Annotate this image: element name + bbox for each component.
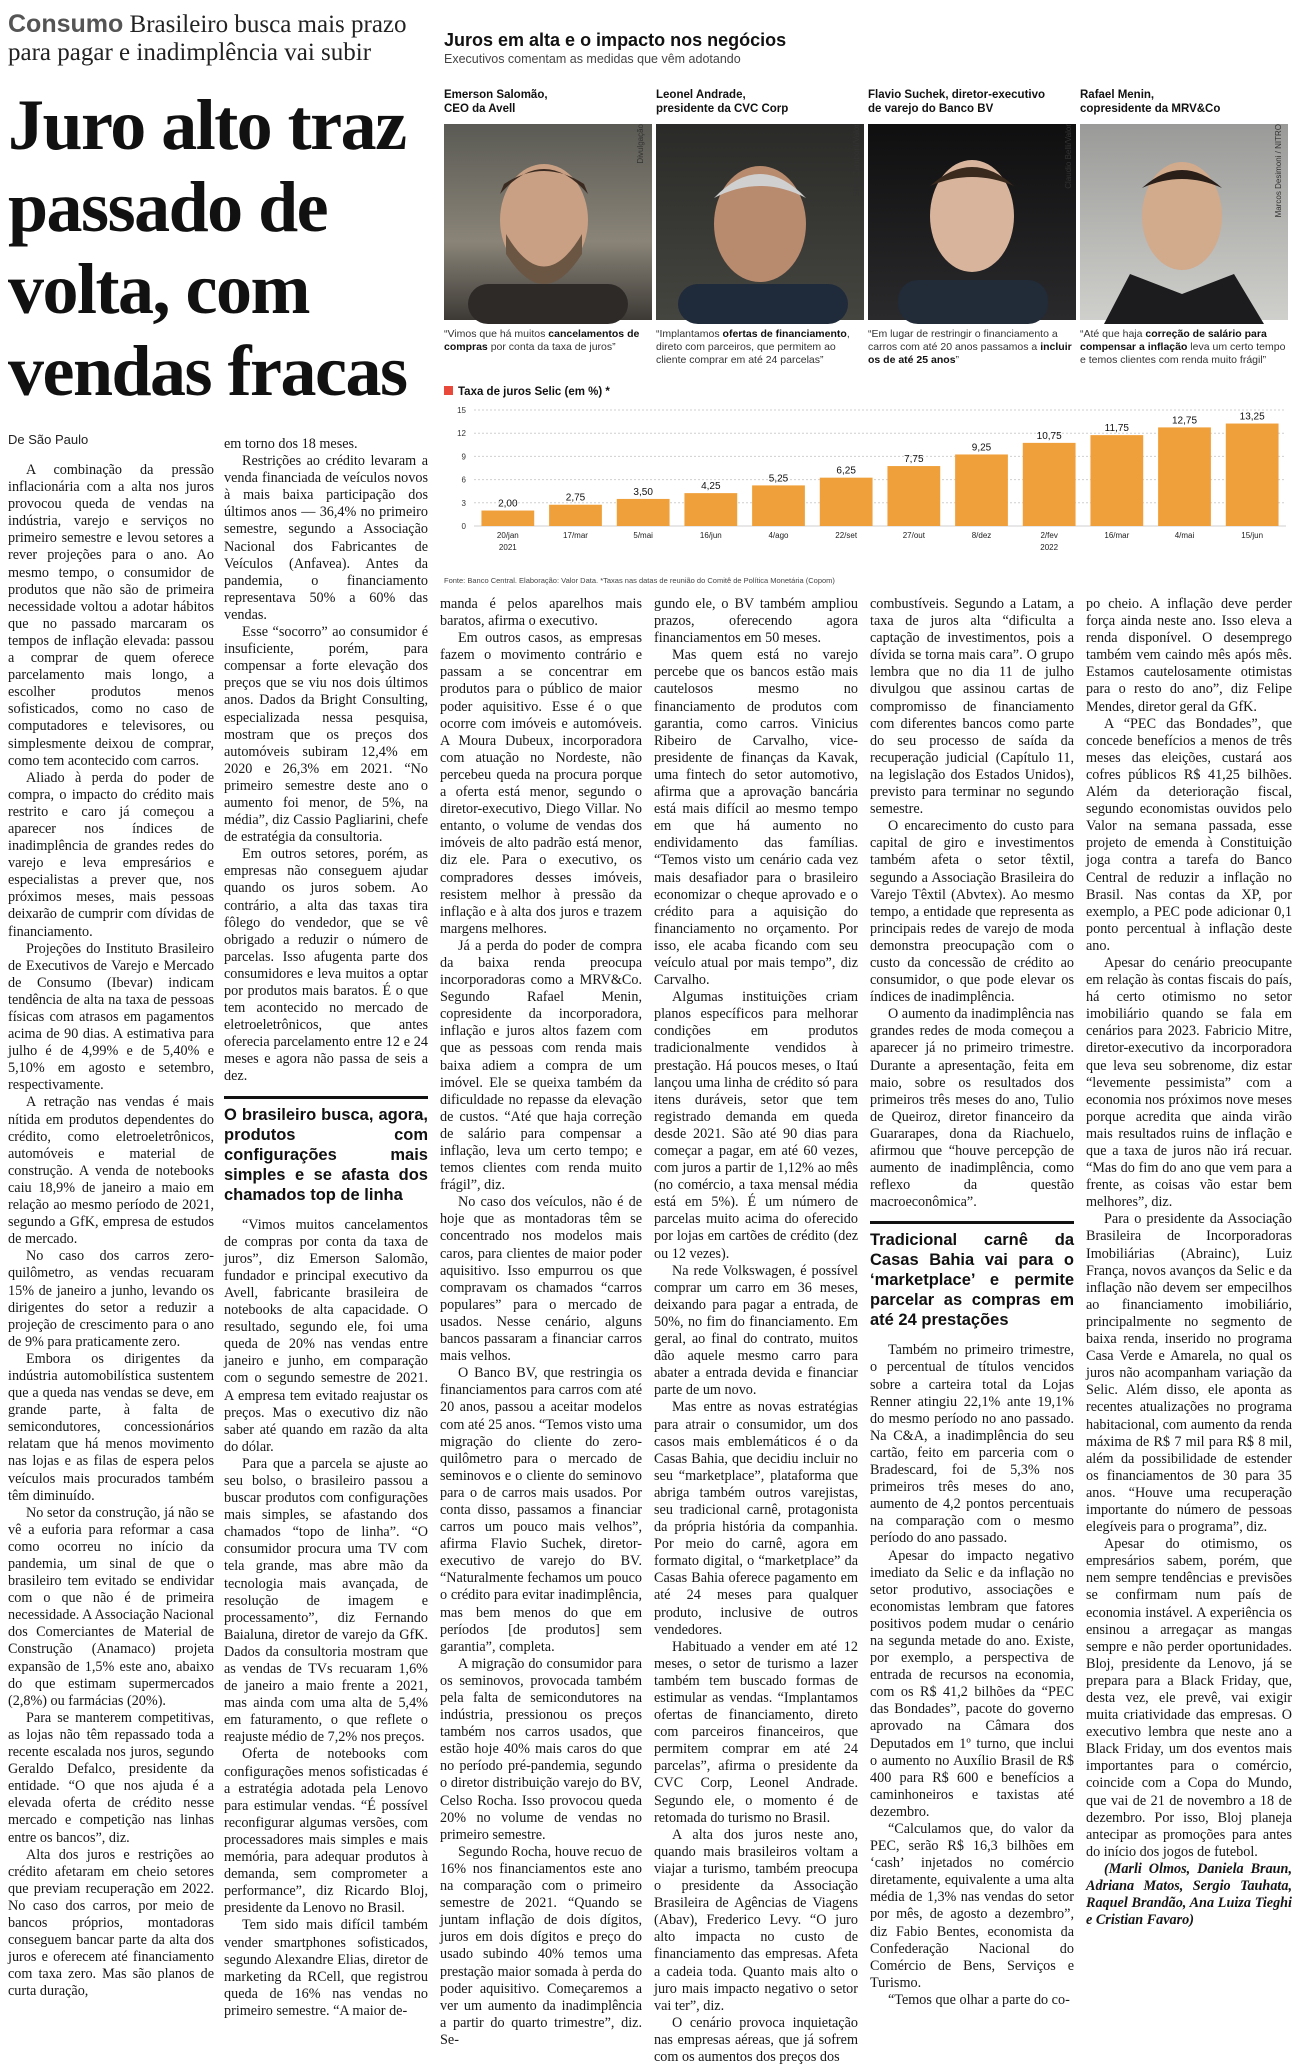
chart-bar xyxy=(1158,427,1211,526)
x-tick-label: 5/mai xyxy=(633,531,653,540)
chart-bar xyxy=(549,505,602,526)
author-credit: (Marli Olmos, Daniela Braun, Adriana Matos, Sergio Tauhata, Raquel Brandão, Ana Luiza Tieghi e Cristian Favaro) xyxy=(1086,1860,1292,1929)
chart-title: Taxa de juros Selic (em %) * xyxy=(444,386,610,398)
executive-photo xyxy=(444,124,652,320)
paragraph: “Vimos muitos cancelamentos de compras por conta da taxa de juros”, diz Emerson Salomão, fundador e principal executivo da Avell, fabricante brasileira de notebooks de alta capacidade. O resultado, segundo ele, foi uma queda de 20% nas vendas entre janeiro e junho, em comparação com o segundo semestre de 2021. A empresa tem evitado reajustar os preços. Mas o executivo diz não saber até quando em razão da alta do dólar. xyxy=(224,1216,428,1455)
y-tick-label: 3 xyxy=(461,498,466,508)
column-5 xyxy=(870,596,1074,2008)
subheading: O brasileiro busca, agora, produtos com configurações mais simples e se afasta dos chamados top de linha xyxy=(224,1096,428,1205)
box-title: Juros em alta e o impacto nos negócios xyxy=(444,30,787,50)
bar-value-label: 13,25 xyxy=(1239,411,1265,423)
bar-value-label: 6,25 xyxy=(836,465,856,477)
paragraph: “Calculamos que, do valor da PEC, serão R$ 16,3 bilhões em ‘cash’ injetados no comércio diretamente, equivalente a uma alta média de 1,3% nas vendas do setor por mês, de agosto a dezembro”, diz Fabio Bentes, economista da Confederação Nacional do Comércio de Bens, Serviços e Turismo. xyxy=(870,1821,1074,1991)
paragraph: Também no primeiro trimestre, o percentual de títulos vencidos sobre a carteira total da Lojas Renner atingiu 22,1% ante 19,1% do mesmo período no ano passado. Na C&A, a inadimplência do seu cartão, feito em parceria com o Bradescard, foi de 5,3% nos primeiros três meses do ano, aumento de 4,2 pontos percentuais na comparação com o mesmo período do ano passado. xyxy=(870,1342,1074,1547)
chart-bar xyxy=(1226,424,1279,526)
y-tick-label: 15 xyxy=(457,406,466,415)
x-tick-label: 16/mar xyxy=(1104,531,1130,540)
paragraph: Esse “socorro” ao consumidor é insuficiente, porém, para compensar a forte elevação dos preços que se viu nos dois últimos anos. Dados da Bright Consulting, especializada nessa pesquisa, mostram que os preços dos automóveis subiram 12,4% em 2020 e 26,3% em 2021. “No primeiro semestre deste ano o aumento foi menor, de 5%, na média”, diz Cassio Pagliarini, chefe de estratégia da consultoria. xyxy=(224,624,428,846)
executive-quote: “Implantamos ofertas de financiamento, direto com parceiros, que permitem ao cliente comprar em até 24 parcelas” xyxy=(656,328,850,366)
photo-credit: Silvia Zamboni/Valor xyxy=(852,124,861,197)
paragraph: O aumento da inadimplência nas grandes redes de moda começou a aparecer já no primeiro trimestre. Durante a apresentação, feita em maio, sobre os resultados dos primeiros três meses do ano, Tulio de Queiroz, diretor financeiro da Guararapes, dona da Riachuelo, afirmou que “houve percepção de aumento de inadimplência, como reflexo da questão macroeconômica”. xyxy=(870,1006,1074,1211)
column-2 xyxy=(224,436,428,2019)
paragraph: Embora os dirigentes da indústria automobilística sustentem que a queda nas vendas se deve, em grande parte, à falta de semicondutores, concessionários relatam que há menos movimento nas lojas e as filas de espera pelos veículos mais procurados também têm diminuído. xyxy=(8,1350,214,1504)
paragraph: gundo ele, o BV também ampliou prazos, oferecendo agora financiamentos em 50 meses. xyxy=(654,596,858,647)
executive-name: Flavio Suchek, diretor-executivo de varejo do Banco BV xyxy=(868,89,1046,115)
year-label: 2022 xyxy=(1040,543,1059,552)
portrait-icon xyxy=(868,124,1076,320)
executive-name: Rafael Menin, copresidente da MRV&Co xyxy=(1080,89,1221,115)
executive-photo xyxy=(1080,124,1288,320)
paragraph: Alta dos juros e restrições ao crédito afetaram em cheio setores que previam recuperação em 2022. No caso dos carros, por meio de bancos próprios, montadoras conseguem bancar parte da alta dos juros e oferecem até financiamento com taxa zero. Mas são planos de curta duração, xyxy=(8,1846,214,2000)
photo-credit: Marcos Desimoni / NITRO xyxy=(1274,124,1283,218)
bar-value-label: 5,25 xyxy=(768,473,789,485)
executive-card xyxy=(1080,88,1288,367)
section-label: Consumo xyxy=(8,10,124,38)
photo-credit: Divulgação xyxy=(636,124,645,164)
paragraph: Para o presidente da Associação Brasileira de Incorporadoras Imobiliárias (Abrainc), Luiz França, novos avanços da Selic e da inflação não devem ser empecilhos ao financiamento imobiliário, principalmente no segmento de baixa renda, inserido no programa Casa Verde e Amarela, no qual os juros não acompanham variação da Selic. Além disso, ele aponta as recentes atualizações no programa habitacional, com aumento da renda máxima de R$ 7 mil para R$ 8 mil, além da possibilidade de estender os financiamentos de 30 para 35 anos. “Houve uma recuperação importante do número de pessoas elegíveis para o programa”, diz. xyxy=(1086,1211,1292,1536)
bar-value-label: 7,75 xyxy=(904,454,924,466)
portrait-icon xyxy=(1080,124,1288,320)
bar-value-label: 3,50 xyxy=(633,486,653,498)
executive-name: Emerson Salomão, CEO da Avell xyxy=(444,89,548,115)
paragraph: No caso dos carros zero-quilômetro, as vendas recuaram 15% de janeiro a junho, levando os dirigentes do setor a reduzir a projeção de crescimento para o ano de 9% para praticamente zero. xyxy=(8,1248,214,1350)
bar-value-label: 2,75 xyxy=(565,492,586,504)
executive-quote: “Em lugar de restringir o financiamento a carros com até 20 anos passamos a incluir os de até 25 anos” xyxy=(868,328,1072,366)
x-tick-label: 17/mar xyxy=(563,531,588,540)
photo-credit: Claudio Belli/Valor xyxy=(1064,124,1073,189)
chart-bar xyxy=(481,511,534,526)
selic-chart xyxy=(444,402,1292,574)
paragraph: Tem sido mais difícil também vender smartphones sofisticados, segundo Alexandre Elias, diretor de marketing da RCell, que registrou queda de 16% nas vendas no primeiro semestre. “A maior de- xyxy=(224,1917,428,2019)
paragraph: Segundo Rocha, houve recuo de 16% nos financiamentos este ano na comparação com o primeiro semestre de 2021. “Quando se juntam inflação de dois dígitos, juros em dois dígitos e preço do usado subindo 40% temos uma prestação maior somada à perda do poder aquisitivo. Começaremos a ver um aumento da inadimplência a partir do quarto trimestre”, diz. Se- xyxy=(440,1843,642,2048)
paragraph: Apesar do cenário preocupante em relação às contas fiscais do país, há certo otimismo no setor imobiliário quando se fala em cenários para 2023. Fabricio Mitre, diretor-executivo da incorporadora que leva seu sobrenome, diz estar “levemente pessimista” com a economia nos próximos nove meses porque acredita que ainda virão mais resultados ruins de inflação e que a taxa de juros não irá recuar. “Mas do fim do ano que vem para a frente, as coisas vão estar bem melhores”, diz. xyxy=(1086,954,1292,1211)
kicker-text: Brasileiro busca mais prazo para pagar e inadimplência vai subir xyxy=(8,11,407,66)
chart-source: Fonte: Banco Central. Elaboração: Valor Data. *Taxas nas datas de reunião do Comitê de Política Monetária (Copom) xyxy=(444,576,835,585)
chart-bar xyxy=(1023,443,1076,526)
executive-card xyxy=(656,88,864,367)
paragraph: A combinação da pressão inflacionária com a alta nos juros provocou queda de vendas na indústria, varejo e serviços no primeiro semestre e levou setores a rever projeções para o ano. Ao mesmo tempo, o consumidor de produtos que não são de primeira necessidade voltou a adotar hábitos que no passado marcaram os tempos de inflação elevada: passou a comprar de quem oferece parcelamento mais longo, a escolher produtos menos sofisticados, como no caso de computadores e televisores, ou simplesmente deixou de comprar, como tem acontecido com carros. xyxy=(8,462,214,769)
x-tick-label: 4/mai xyxy=(1174,531,1195,540)
y-tick-label: 0 xyxy=(461,522,466,531)
y-tick-label: 6 xyxy=(461,475,466,485)
x-tick-label: 2/fev xyxy=(1040,531,1058,540)
x-tick-label: 8/dez xyxy=(971,531,992,540)
y-tick-label: 12 xyxy=(457,429,466,439)
paragraph: Para que a parcela se ajuste ao seu bolso, o brasileiro passou a buscar produtos com configurações mais simples, se afastando dos chamados “topo de linha”. “O consumidor procura uma TV com tela grande, mas abre mão da tecnologia mais avançada, de resolução de imagem e processamento”, diz Fernando Baialuna, diretor de varejo da GfK. Dados da consultoria mostram que as vendas de TVs recuaram 1,6% de janeiro a maio frente a 2021, mas ainda com uma alta de 5,4% em faturamento, o que reflete o reajuste médio de 7,2% nos preços. xyxy=(224,1455,428,1746)
portrait-icon xyxy=(656,124,864,320)
bar-value-label: 11,75 xyxy=(1104,423,1129,435)
paragraph: Em outros setores, porém, as empresas não conseguem ajudar quando os juros sobem. Ao contrário, a alta das taxas tira fôlego do vendedor, que se vê obrigado a reduzir o número de parcelas. Isso afugenta parte dos consumidores e leva muitos a optar por produtos mais baratos. É o que tem acontecido no mercado de eletroeletrônicos, que antes oferecia parcelamento entre 12 e 24 meses e agora não passa de seis a dez. xyxy=(224,846,428,1085)
x-tick-label: 27/out xyxy=(902,531,925,540)
paragraph: Oferta de notebooks com configurações menos sofisticadas é a estratégia adotada pela Lenovo para estimular vendas. “É possível reconfigurar algumas versões, com processadores mais simples e mais memória, para adequar produtos à demanda, sem comprometer a performance”, diz Ricardo Bloj, presidente da Lenovo no Brasil. xyxy=(224,1746,428,1917)
portrait-icon xyxy=(444,124,652,320)
bar-value-label: 10,75 xyxy=(1036,430,1062,442)
paragraph: Habituado a vender em até 12 meses, o setor de turismo a lazer também tem buscado formas de estimular as vendas. “Implantamos ofertas de financiamento, direto com parceiros financeiros, que permitem comprar em até 24 parcelas”, afirma o presidente da CVC Corp, Leonel Andrade. Segundo ele, o momento é de retomada do turismo no Brasil. xyxy=(654,1638,858,1826)
bar-value-label: 4,25 xyxy=(701,481,721,493)
column-6 xyxy=(1086,596,1292,1972)
column-1 xyxy=(8,462,214,2000)
x-tick-label: 4/ago xyxy=(768,531,789,540)
executive-photo xyxy=(868,124,1076,320)
x-tick-label: 22/set xyxy=(835,531,858,540)
chart-bar xyxy=(887,466,940,526)
paragraph: “Temos que olhar a parte do co- xyxy=(888,1991,1070,2008)
paragraph: O encarecimento do custo para capital de giro e investimentos também afeta o setor têxtil, segundo a Associação Brasileira do Varejo Têxtil (Abvtex). Ao mesmo tempo, a entidade que representa as principais redes de varejo de moda demonstra preocupação com o custo da concessão de crédito ao consumidor, o que pode elevar os índices de inadimplência. xyxy=(870,818,1074,1006)
paragraph: O Banco BV, que restringia os financiamentos para carros com até 20 anos, passou a aceitar modelos com até 25 anos. “Temos visto uma migração do cliente do zero-quilômetro para o mercado de seminovos e o cliente do seminovo para o de carros mais usados. Por conta disso, passamos a financiar carros um pouco mais velhos”, afirma Flavio Suchek, diretor-executivo de varejo do BV. “Naturalmente fechamos um pouco o crédito para evitar inadimplência, mas bem menos do que em períodos [de produtos] sem garantia”, completa. xyxy=(440,1365,642,1655)
chart-bar xyxy=(955,454,1008,526)
chart-bar xyxy=(820,478,873,526)
executive-card xyxy=(444,88,652,354)
paragraph: po cheio. A inflação deve perder força ainda neste ano. Isso eleva a renda disponível. O desemprego também vem caindo mês após mês. Estamos cautelosamente otimistas para o resto do ano”, diz Felipe Mendes, diretor geral da GfK. xyxy=(1086,596,1292,715)
paragraph: combustíveis. Segundo a Latam, a taxa de juros alta “dificulta a captação de investimentos, pois a dívida se torna mais cara”. O grupo lembra que no dia 11 de julho divulgou que assinou cartas de compromisso de financiamento com diferentes bancos como parte do seu processo de saída da recuperação judicial (Capítulo 11, na legislação dos Estados Unidos), previsto para terminar no segundo semestre. xyxy=(870,596,1074,818)
paragraph: Na rede Volkswagen, é possível comprar um carro em 36 meses, deixando para pagar a entrada, de 50%, no fim do financiamento. Em geral, ao final do contrato, muitos dão aquele mesmo carro para abater a entrada devida e financiar parte de um novo. xyxy=(654,1262,858,1399)
paragraph: No caso dos veículos, não é de hoje que as montadoras têm se concentrado nos modelos mais caros, para clientes de maior poder aquisitivo. Isso empurrou os que compravam os chamados “carros populares” para o mercado de usados. Nesse cenário, alguns bancos passaram a financiar carros mais velhos. xyxy=(440,1194,642,1365)
paragraph: Projeções do Instituto Brasileiro de Executivos de Varejo e Mercado de Consumo (Ibevar) indicam tendência de alta na taxa de pessoas físicas com atrasos em pagamentos acima de 90 dias. A estimativa para julho é de 4,99% e de 5,40% e 5,10% em agosto e setembro, respectivamente. xyxy=(8,940,214,1094)
paragraph: A “PEC das Bondades”, que concede benefícios a menos de três meses das eleições, custará aos cofres públicos R$ 41,25 bilhões. Além da deterioração fiscal, segundo economistas ouvidos pelo Valor na semana passada, esse projeto de emenda à Constituição joga contra a tarefa do Banco Central de reduzir a inflação no Brasil. Nas contas da XP, por exemplo, a PEC pode adicionar 0,1 ponto percentual à inflação deste ano. xyxy=(1086,715,1292,954)
paragraph: O cenário provoca inquietação nas empresas aéreas, que já sofrem com os aumentos dos preços dos xyxy=(654,2014,858,2065)
paragraph: A alta dos juros neste ano, quando mais brasileiros voltam a viajar a turismo, também preocupa o presidente da Associação Brasileira de Agências de Viagens (Abav), Frederico Levy. “O juro alto impacta no custo de financiamento das empresas. Afeta a cadeia toda. Quanto mais alto o juro mais impacto negativo o setor vai ter”, diz. xyxy=(654,1826,858,2014)
paragraph: Para se manterem competitivas, as lojas não têm repassado toda a recente escalada nos juros, segundo Geraldo Defalco, presidente da entidade. “O que nos ajuda é a elevada oferta de crédito nesse mercado e competição nas linhas entre os bancos”, diz. xyxy=(8,1709,214,1846)
box-subtitle: Executivos comentam as medidas que vêm adotando xyxy=(444,52,741,66)
x-tick-label: 20/jan xyxy=(496,531,519,540)
chart-bar xyxy=(684,493,737,526)
executive-name: Leonel Andrade, presidente da CVC Corp xyxy=(656,89,789,115)
paragraph: Algumas instituições criam planos específicos para melhorar condições em produtos tradicionalmente vendidos à prestação. Há poucos meses, o Itaú lançou uma linha de crédito só para itens duráveis, setor que tem registrado demanda em queda desde 2021. São até 90 dias para começar a pagar, em até 60 vezes, com juros a partir de 1,12% ao mês (no comércio, a taxa mensal média está em 5%). É um número de parcelas muito acima do oferecido por lojas em cartões de crédito (dez ou 12 vezes). xyxy=(654,989,858,1262)
page-title: Juro alto traz passado de volta, com vendas fracas xyxy=(8,85,407,411)
paragraph: Aliado à perda do poder de compra, o impacto do crédito mais restrito e caro já começou a aparecer nos índices de inadimplência de grandes redes do varejo e leva empresários e especialistas a prever que, nos próximos meses, mais pessoas deixarão de cumprir com dívidas de financiamento. xyxy=(8,769,214,940)
chart-bar xyxy=(617,499,670,526)
paragraph: A retração nas vendas é mais nítida em produtos dependentes do crédito, como eletroeletrônicos, automóveis e material de construção. A venda de notebooks caiu 18,9% de janeiro a maio em relação ao mesmo período de 2021, segundo a GfK, empresa de estudos de mercado. xyxy=(8,1094,214,1248)
paragraph: Já a perda do poder de compra da baixa renda preocupa incorporadoras como a MRV&Co. Segundo Rafael Menin, copresidente da incorporadora, inflação e juros altos fazem com que as pessoas com renda mais baixa adiem a compra de um imóvel. Ele se queixa também da dificuldade no repasse da elevação de custos. “Até que haja correção de salário para compensar a inflação, leva um certo tempo; e temos clientes com renda muito frágil”, diz. xyxy=(440,937,642,1194)
x-tick-label: 15/jun xyxy=(1241,531,1264,540)
chart-bar xyxy=(752,485,805,526)
x-tick-label: 16/jun xyxy=(699,531,722,540)
paragraph: Mas entre as novas estratégias para atrair o consumidor, um dos casos mais emblemáticos é o da Casas Bahia, que decidiu incluir no seu “marketplace”, plataforma que abriga também outros varejistas, seu tradicional carnê, protagonista da própria história da companhia. Por meio do carnê, agora em formato digital, o “marketplace” da Casas Bahia oferece pagamento em até 24 meses para qualquer produto, inclusive de outros vendedores. xyxy=(654,1399,858,1638)
year-label: 2021 xyxy=(498,543,517,552)
paragraph: Mas quem está no varejo percebe que os bancos estão mais cautelosos mesmo no financiamento de produtos com garantia, como carros. Vinicius Ribeiro de Carvalho, vice-presidente de finanças da Kavak, uma fintech do setor automotivo, afirma que a aprovação bancária está mais difícil ao mesmo tempo em que há aumento no endividamento das famílias. “Temos visto um cenário cada vez mais desafiador para o brasileiro economizar o cheque aprovado e o crédito para a aquisição do financiamento no orçamento. Por isso, ele acaba ficando com seu veículo atual por mais tempo”, diz Carvalho. xyxy=(654,647,858,989)
paragraph: No setor da construção, já não se vê a euforia para reformar a casa como ocorreu no início da pandemia, um sinal de que o brasileiro tem evitado se endividar com o que não é de primeira necessidade. A Associação Nacional dos Comerciantes de Material de Construção (Anamaco) projeta expansão de 1,5% este ano, abaixo do que estimam supermercados (2,8%) ou farmácias (20%). xyxy=(8,1504,214,1709)
executive-quote: “Vimos que há muitos cancelamentos de compras por conta da taxa de juros” xyxy=(444,328,640,353)
paragraph: manda é pelos aparelhos mais baratos, afirma o executivo. xyxy=(440,596,642,630)
paragraph: Apesar do otimismo, os empresários sabem, porém, que nem sempre tendências e previsões se confirmam num país de economia instável. A experiência os ensinou a arregaçar as mangas sempre e não perder oportunidades. Bloj, presidente da Lenovo, já se prepara para a Black Friday, que, desta vez, ele prevê, vai exigir muita criatividade das empresas. O executivo lembra que neste ano a Black Friday, um dos eventos mais importantes para o comércio, coincide com a Copa do Mundo, que vai de 21 de novembro a 18 de dezembro. Por isso, Bloj planeja antecipar as promoções para antes do início dos jogos de futebol. xyxy=(1086,1536,1292,1860)
chart-legend-swatch xyxy=(444,386,453,395)
executive-card xyxy=(868,88,1076,367)
paragraph: Em outros casos, as empresas fazem o movimento contrário e passam a se concentrar em produtos para o público de maior poder aquisitivo. Esse é o que ocorre com imóveis e automóveis. A Moura Dubeux, incorporadora com atuação no Nordeste, não percebeu queda na procura porque a oferta está menor, segundo o diretor-executivo, Diego Villar. No entanto, o volume de vendas dos imóveis de alto padrão está menor, diz ele. Para o executivo, os compradores desses imóveis, resistem melhor à pressão da inflação e à alta dos juros e trazem margens melhores. xyxy=(440,630,642,937)
bar-value-label: 9,25 xyxy=(971,442,992,454)
paragraph: em torno dos 18 meses. xyxy=(224,436,358,452)
kicker xyxy=(8,10,440,67)
paragraph: Restrições ao crédito levaram a venda financiada de veículos novos à mais baixa participação dos últimos anos — 36,4% no primeiro semestre, segundo a Associação Nacional dos Fabricantes de Veículos (Anfavea). Antes da pandemia, o financiamento representava 50% a 60% das vendas. xyxy=(224,453,428,623)
chart-bar xyxy=(1090,435,1143,526)
bar-value-label: 12,75 xyxy=(1171,415,1198,427)
y-tick-label: 9 xyxy=(461,452,466,462)
column-4 xyxy=(654,596,858,2065)
executive-photo xyxy=(656,124,864,320)
byline: De São Paulo xyxy=(8,432,89,447)
column-3 xyxy=(440,596,642,2048)
subheading: Tradicional carnê da Casas Bahia vai para o ‘marketplace’ e permite parcelar as compras em até 24 prestações xyxy=(870,1221,1074,1330)
executive-quote: “Até que haja correção de salário para compensar a inflação leva um certo tempo e temos clientes com renda muito frágil” xyxy=(1080,328,1286,366)
paragraph: A migração do consumidor para os seminovos, provocada também pela falta de semicondutores na indústria, pressionou os preços também nos carros usados, que estão hoje 40% mais caros do que no período pré-pandemia, segundo o diretor distribuição varejo do BV, Celso Rocha. Isso provocou queda 20% no volume de vendas no primeiro semestre. xyxy=(440,1655,642,1843)
paragraph: Apesar do impacto negativo imediato da Selic e da inflação no setor produtivo, associações e economistas lembram que fatores positivos podem mudar o cenário na segunda metade do ano. Existe, por exemplo, a perspectiva de entrada de recursos na economia, com os R$ 41,2 bilhões da “PEC das Bondades”, pacote do governo aprovado na Câmara dos Deputados em 1º turno, que inclui o aumento no Auxílio Brasil de R$ 400 para R$ 600 e benefícios a caminhoneiros e taxistas até dezembro. xyxy=(870,1547,1074,1820)
bar-value-label: 2,00 xyxy=(498,498,518,510)
